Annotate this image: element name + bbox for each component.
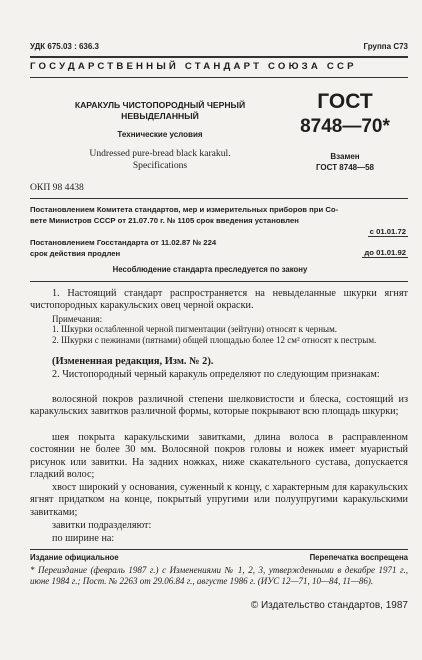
paragraph-3: волосяной покров различной степени шелковистости и блеска, состоящий из каракульских завитков различной формы, которые покрывают всю площадь шкурки;: [30, 394, 408, 418]
document-subtitle: Технические условия: [117, 130, 203, 139]
paragraph-7: по ширине на:: [52, 533, 115, 544]
group-code: Группа С73: [363, 42, 408, 51]
reissue-note: * Переиздание (февраль 1987 г.) с Изменениями № 1, 2, 3, утвержденными в декабре 1971 г., июне 1984 г.; Пост. № 2263 от 29.06.84 г., августе 1986 г. (ИУС 12—71, 10—84, 11—86).: [30, 565, 408, 586]
udk-code: УДК 675.03 : 636.3: [30, 42, 99, 51]
replaces-value: ГОСТ 8748—58: [315, 163, 375, 172]
official-edition: Издание официальное: [30, 553, 119, 562]
title-rule: [30, 198, 408, 199]
paragraph-1: 1. Настоящий стандарт распространяется на невыделанные шкурки ягнят чистопородных каракульских овец черной окраски.: [30, 288, 408, 312]
decree-date-1: с 01.01.72: [369, 227, 406, 236]
gost-label: ГОСТ: [317, 90, 373, 113]
paragraph-2: 2. Чистопородный черный каракуль определяют по следующим признакам:: [52, 369, 380, 380]
top-rule: [30, 56, 408, 58]
copyright: © Издательство стандартов, 1987: [250, 600, 408, 611]
legal-warning: Несоблюдение стандарта преследуется по закону: [112, 265, 308, 274]
extension-line-2: срок действия продлен: [30, 248, 121, 258]
paragraph-4: шея покрыта каракульскими завитками, длина волоса в расправленном состоянии не более 30 мм. Волосяной покров головы и ножек имеет муаристый рисунок или завитки. На задних ножках, ниже скакательного сустава, допускается гладкий волос;: [30, 432, 408, 481]
paragraph-5: хвост широкий у основания, суженный к концу, с характерным для каракульских ягнят придатком на конце, покрытый упругими или полуупругими каракульскими завитками;: [30, 482, 408, 518]
decree-date-2: до 01.01.92: [364, 248, 406, 257]
state-standard-heading: ГОСУДАРСТВЕННЫЙ СТАНДАРТ СОЮЗА ССР: [30, 61, 357, 72]
english-title-line-1: Undressed pure-bread black karakul.: [89, 148, 231, 159]
decree-rule: [30, 281, 408, 282]
title-line-1: КАРАКУЛЬ ЧИСТОПОРОДНЫЙ ЧЕРНЫЙ: [74, 100, 246, 110]
decree-line-1: Постановлением Комитета стандартов, мер и измерительных приборов при Со-: [30, 205, 339, 214]
note-2: 2. Шкурки с пежинами (пятнами) общей площадью более 12 см² относят к пестрым.: [52, 335, 377, 345]
extension-text: [30, 238, 330, 259]
english-title: [60, 148, 260, 171]
replaces-label: Взамен: [330, 152, 360, 161]
english-title-line-2: Specifications: [132, 159, 188, 171]
decree-text: [30, 205, 408, 226]
gost-number: 8748—70*: [300, 116, 390, 137]
title-line-2: НЕВЫДЕЛАННЫЙ: [121, 111, 199, 121]
document-title: [60, 100, 260, 122]
paragraph-6: завитки подразделяют:: [52, 520, 152, 531]
decree-line-2: вете Министров СССР от 21.07.70 г. № 1105 срок введения установлен: [30, 215, 299, 225]
heading-rule: [30, 77, 408, 78]
note-1: 1. Шкурки ослабленной черной пигментации (зейтуни) относят к черным.: [52, 324, 338, 334]
reprint-notice: Перепечатка воспрещена: [309, 553, 408, 562]
notes-title: Примечания:: [52, 314, 103, 324]
amendment-note: (Измененная редакция, Изм. № 2).: [52, 356, 214, 367]
extension-line-1: Постановлением Госстандарта от 11.02.87 № 224: [30, 238, 217, 247]
okp-code: ОКП 98 4438: [30, 182, 84, 193]
footer-rule: [30, 549, 408, 550]
